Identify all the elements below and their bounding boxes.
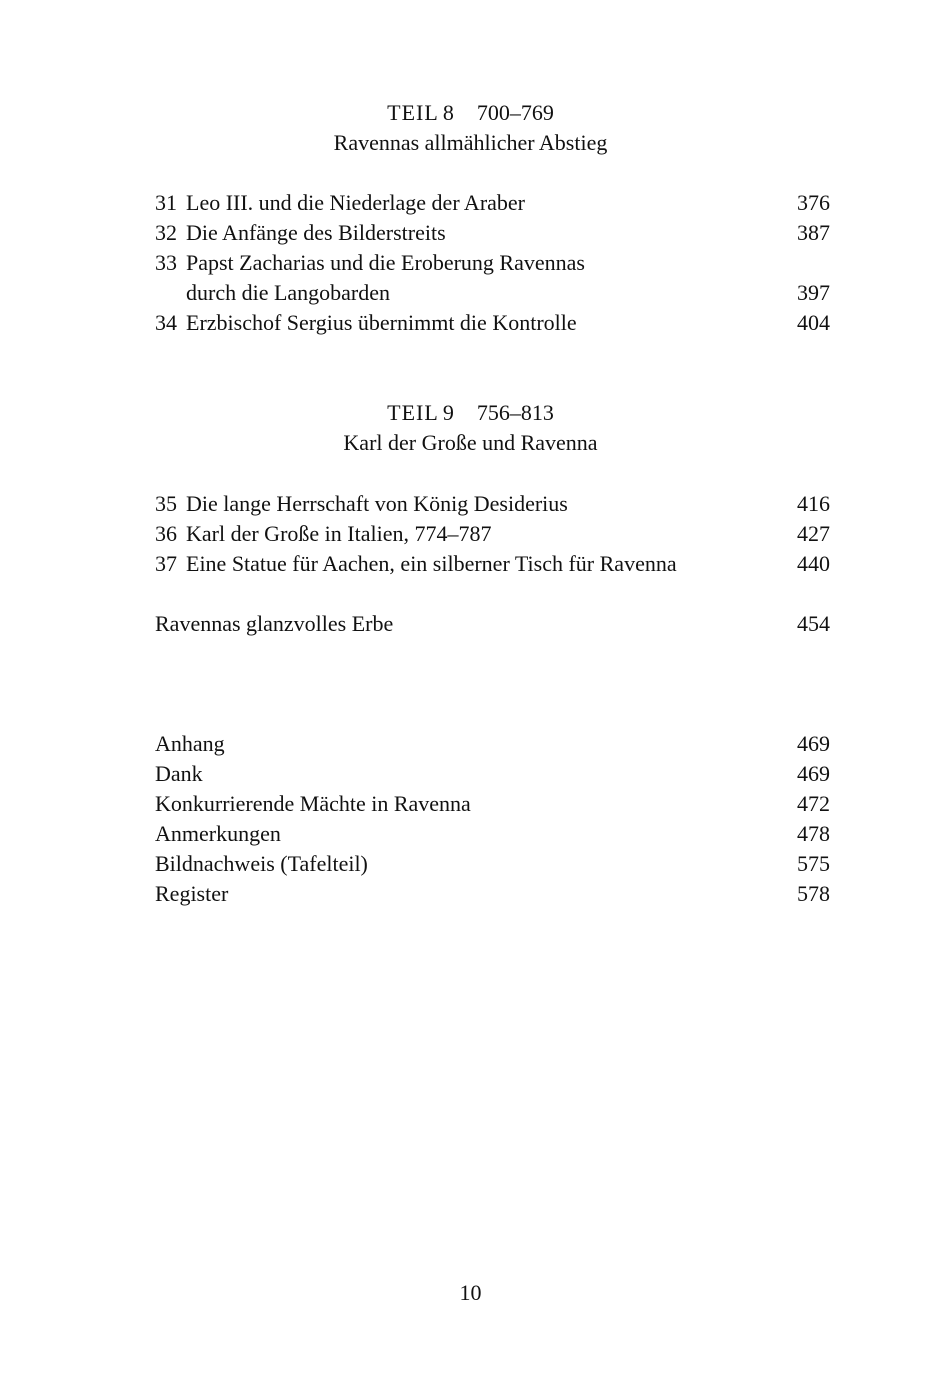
appendix-title: Anmerkungen bbox=[155, 821, 281, 846]
part-word: TEIL bbox=[387, 400, 439, 425]
toc-entry[interactable] bbox=[155, 489, 830, 519]
part-word: TEIL bbox=[387, 100, 439, 125]
appendix-title: Dank bbox=[155, 761, 203, 786]
chapter-title: Karl der Große in Italien, 774–787 bbox=[186, 521, 492, 546]
chapter-number: 36 bbox=[155, 521, 177, 546]
toc-part-9 bbox=[155, 489, 830, 579]
part-number: 8 bbox=[442, 100, 455, 125]
chapter-title: Die Anfänge des Bilderstreits bbox=[186, 220, 446, 245]
page-folio: 10 bbox=[459, 1280, 482, 1305]
appendix-title: Register bbox=[155, 881, 229, 906]
page-number: 575 bbox=[797, 851, 830, 876]
page-number: 376 bbox=[797, 190, 830, 215]
page-number: 404 bbox=[797, 310, 830, 335]
page-number: 397 bbox=[797, 280, 830, 305]
appendix-title: Konkurrierende Mächte in Ravenna bbox=[155, 791, 471, 816]
appendix-title: Anhang bbox=[155, 731, 225, 756]
chapter-number: 33 bbox=[155, 250, 177, 275]
part-title: Ravennas allmählicher Abstieg bbox=[333, 130, 608, 155]
part-number: 9 bbox=[442, 400, 455, 425]
page-number: 469 bbox=[797, 731, 830, 756]
toc-entry[interactable] bbox=[155, 519, 830, 549]
toc-part-8 bbox=[155, 188, 830, 338]
chapter-title: Die lange Herrschaft von König Desiderius bbox=[186, 491, 568, 516]
chapter-title: Eine Statue für Aachen, ein silberner Tisch für Ravenna bbox=[186, 551, 677, 576]
toc-entry[interactable] bbox=[155, 819, 830, 849]
chapter-title: Erzbischof Sergius übernimmt die Kontrolle bbox=[186, 310, 577, 335]
toc-appendix bbox=[155, 729, 830, 909]
page-number: 387 bbox=[797, 220, 830, 245]
page-number: 478 bbox=[797, 821, 830, 846]
part-heading-8 bbox=[0, 98, 941, 158]
toc-entry[interactable] bbox=[155, 759, 830, 789]
part-label bbox=[0, 398, 941, 428]
chapter-number: 37 bbox=[155, 551, 177, 576]
chapter-title: Papst Zacharias und die Eroberung Ravennas bbox=[186, 250, 585, 275]
toc-entry[interactable] bbox=[155, 879, 830, 909]
page-number: 578 bbox=[797, 881, 830, 906]
part-label bbox=[0, 98, 941, 128]
chapter-number: 35 bbox=[155, 491, 177, 516]
chapter-title-continued: durch die Langobarden bbox=[186, 280, 391, 305]
part-years: 700–769 bbox=[476, 100, 554, 125]
chapter-number: 31 bbox=[155, 190, 177, 215]
page-number: 427 bbox=[797, 521, 830, 546]
chapter-number: 34 bbox=[155, 310, 177, 335]
page-number: 469 bbox=[797, 761, 830, 786]
page-number: 454 bbox=[797, 611, 830, 636]
page-number: 416 bbox=[797, 491, 830, 516]
epilogue-title: Ravennas glanzvolles Erbe bbox=[155, 611, 394, 636]
toc-entry[interactable] bbox=[155, 549, 830, 579]
part-years: 756–813 bbox=[476, 400, 554, 425]
toc-entry-continuation[interactable] bbox=[155, 278, 830, 308]
chapter-title: Leo III. und die Niederlage der Araber bbox=[186, 190, 526, 215]
toc-entry[interactable] bbox=[155, 789, 830, 819]
part-title: Karl der Große und Ravenna bbox=[343, 430, 598, 455]
toc-entry[interactable] bbox=[155, 729, 830, 759]
toc-epilogue bbox=[155, 609, 830, 639]
appendix-title: Bildnachweis (Tafelteil) bbox=[155, 851, 368, 876]
toc-entry[interactable] bbox=[155, 308, 830, 338]
toc-entry[interactable] bbox=[155, 609, 830, 639]
page-number: 440 bbox=[797, 551, 830, 576]
toc-entry[interactable] bbox=[155, 248, 830, 278]
page-number: 472 bbox=[797, 791, 830, 816]
chapter-number: 32 bbox=[155, 220, 177, 245]
toc-entry[interactable] bbox=[155, 218, 830, 248]
part-heading-9 bbox=[0, 398, 941, 458]
toc-entry[interactable] bbox=[155, 849, 830, 879]
toc-entry[interactable] bbox=[155, 188, 830, 218]
